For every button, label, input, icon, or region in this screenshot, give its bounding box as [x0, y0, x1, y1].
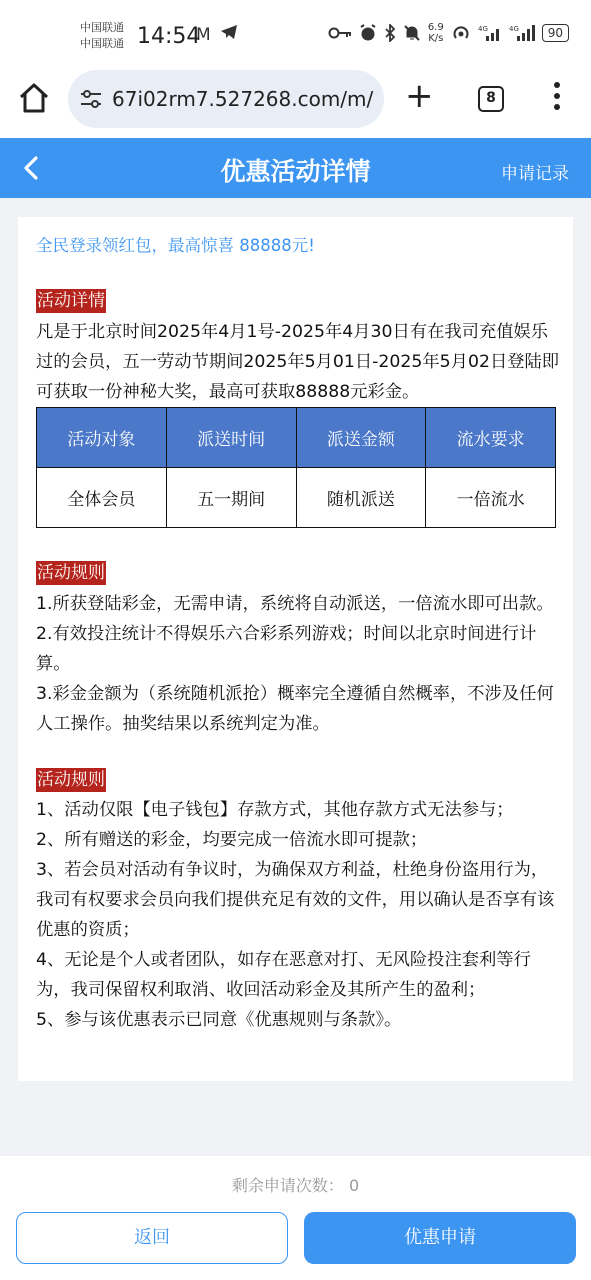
rule-item: 5、参与该优惠表示已同意《优惠规则与条款》。 — [36, 1010, 402, 1030]
apply-promotion-button[interactable]: 优惠申请 — [304, 1212, 576, 1264]
carrier-2: 中国联通 — [80, 37, 124, 50]
alarm-icon — [359, 24, 377, 42]
net-speed-value: 6.9 — [427, 22, 444, 33]
mail-icon: M — [196, 25, 213, 45]
rule-item: 2、所有赠送的彩金，均要完成一倍流水即可提款； — [36, 830, 428, 850]
rule-item: 2.有效投注统计不得娱乐六合彩系列游戏；时间以北京时间进行计算。 — [36, 624, 537, 674]
net-speed-unit: K/s — [428, 33, 444, 44]
rule-item: 1、活动仅限【电子钱包】存款方式，其他存款方式无法参与； — [36, 800, 514, 820]
system-icons — [328, 22, 569, 44]
rule-item: 4、无论是个人或者团队，如存在恶意对打、无风险投注套利等行为，我司保留权利取消、收回活动彩金及其所产生的盈利； — [36, 950, 531, 1000]
promotion-card — [18, 217, 573, 1081]
table-header-row — [37, 408, 556, 468]
hotspot-icon — [451, 24, 471, 42]
section-label-details: 活动详情 — [37, 291, 105, 311]
clock: 14:54 — [137, 24, 201, 49]
browser-toolbar — [0, 66, 591, 138]
carrier-info — [80, 20, 124, 52]
carrier-1: 中国联通 — [80, 21, 124, 34]
page-title: 优惠活动详情 — [220, 157, 371, 186]
rule-item: 3.彩金金额为（系统随机派抢）概率完全遵循自然概率，不涉及任何人工操作。抽奖结果以系统判定为准。 — [36, 684, 554, 734]
table-header-cell: 活动对象 — [37, 408, 167, 468]
table-cell: 一倍流水 — [426, 468, 556, 528]
section-label-rules: 活动规则 — [37, 563, 105, 583]
rules-list-2 — [36, 795, 561, 1035]
rules-list — [36, 589, 561, 739]
bluetooth-icon — [384, 24, 396, 42]
mute-icon — [403, 24, 421, 42]
remaining-applications — [0, 1173, 591, 1196]
footer-bar — [0, 1156, 591, 1280]
svg-text:4G: 4G — [508, 25, 519, 33]
telegram-icon — [220, 24, 238, 40]
notification-icons — [196, 24, 238, 45]
signal-4g-icon — [509, 24, 535, 42]
table-header-cell: 派送金额 — [296, 408, 426, 468]
rule-item: 1.所获登陆彩金，无需申请，系统将自动派送，一倍流水即可出款。 — [36, 594, 554, 614]
key-icon — [328, 26, 352, 40]
promotion-headline: 全民登录领红包，最高惊喜 88888元! — [36, 236, 315, 255]
table-cell: 五一期间 — [166, 468, 296, 528]
signal-4g-icon — [478, 24, 502, 42]
battery-icon: 90 — [542, 24, 569, 42]
home-icon[interactable] — [16, 80, 52, 116]
table-header-cell: 派送时间 — [166, 408, 296, 468]
svg-text:4G: 4G — [477, 25, 488, 33]
table-cell: 全体会员 — [37, 468, 167, 528]
remaining-count: 0 — [348, 1176, 360, 1195]
remaining-label: 剩余申请次数： — [231, 1176, 344, 1195]
table-header-cell: 流水要求 — [426, 408, 556, 468]
table-cell: 随机派送 — [296, 468, 426, 528]
section-label-rules-2: 活动规则 — [37, 770, 105, 790]
url-text[interactable]: 67i02rm7.527268.com/m/ — [112, 87, 374, 111]
site-settings-icon[interactable] — [80, 89, 102, 109]
back-button[interactable]: 返回 — [16, 1212, 288, 1264]
details-text: 凡是于北京时间2025年4月1号-2025年4月30日有在我司充值娱乐过的会员，五一劳动节期间2025年5月01日-2025年5月02日登陆即可获取一份神秘大奖，最高可获取88888元彩金。 — [36, 322, 560, 402]
application-records-link[interactable]: 申请记录 — [501, 164, 569, 184]
promotion-table — [36, 407, 556, 528]
address-bar[interactable] — [68, 70, 384, 128]
rule-item: 3、若会员对活动有争议时，为确保双方利益，杜绝身份盗用行为，我司有权要求会员向我们提供充足有效的文件，用以确认是否享有该优惠的资质； — [36, 860, 555, 940]
net-speed — [428, 22, 444, 44]
new-tab-icon[interactable]: + — [405, 76, 434, 116]
more-menu-icon[interactable] — [552, 82, 562, 114]
app-header — [0, 138, 591, 198]
tab-switcher-button[interactable]: 8 — [478, 86, 504, 112]
table-row — [37, 468, 556, 528]
status-bar — [0, 0, 591, 66]
